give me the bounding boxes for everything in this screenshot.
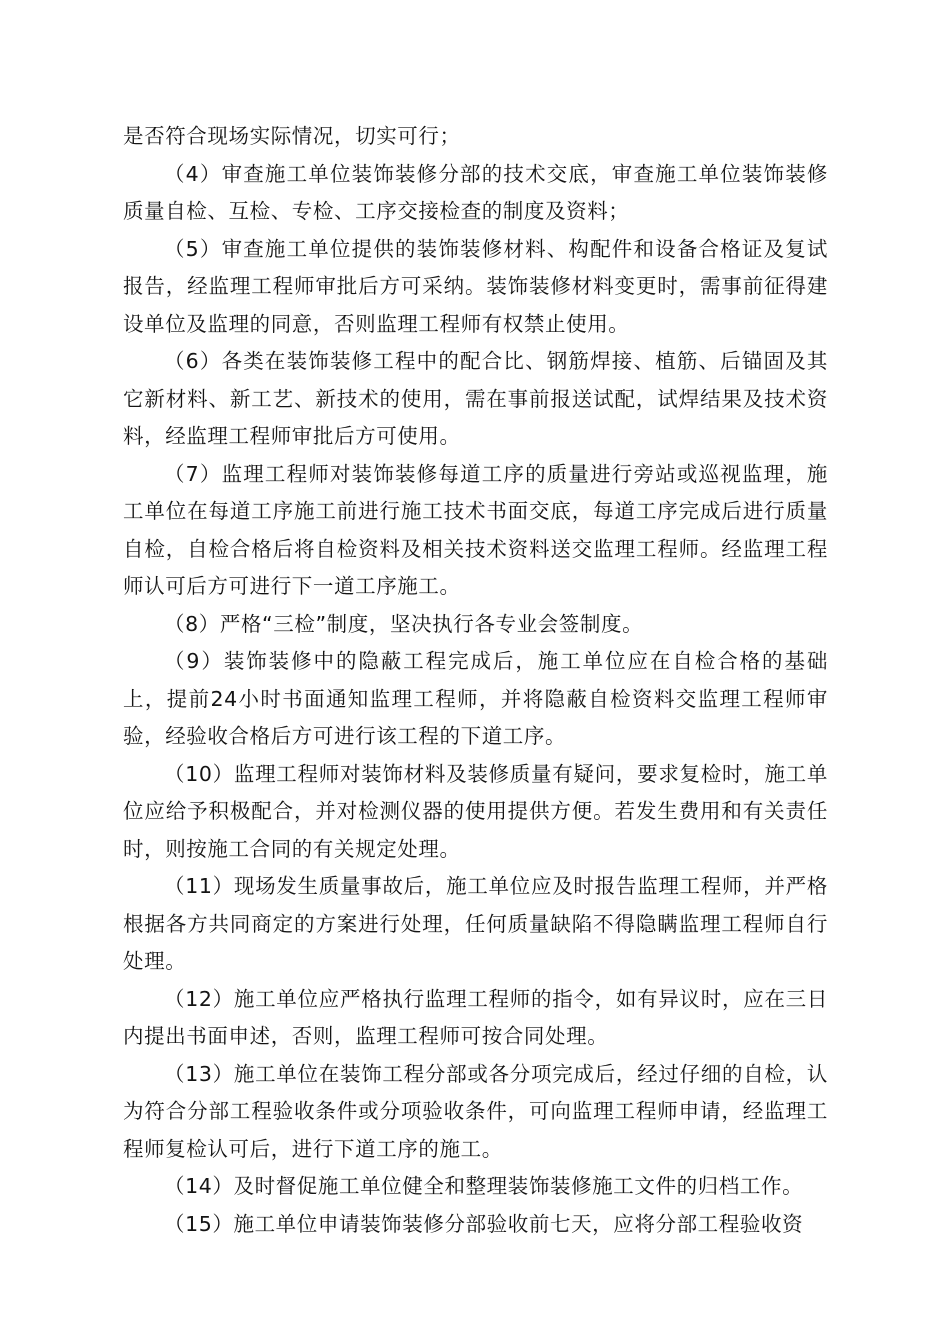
paragraph-item-12: （12）施工单位应严格执行监理工程师的指令，如有异议时，应在三日内提出书面申述，否则，监理工程师可按合同处理。	[123, 986, 828, 1048]
paragraph-item-5: （5）审查施工单位提供的装饰装修材料、构配件和设备合格证及复试报告，经监理工程师审批后方可采纳。装饰装修材料变更时，需事前征得建设单位及监理的同意，否则监理工程师有权禁止使用。	[123, 236, 828, 336]
paragraph-item-8: （8）严格“三检”制度，坚决执行各专业会签制度。	[164, 611, 644, 636]
paragraph-item-7: （7）监理工程师对装饰装修每道工序的质量进行旁站或巡视监理，施工单位在每道工序施工前进行施工技术书面交底，每道工序完成后进行质量自检，自检合格后将自检资料及相关技术资料送交监理工程师。经监理工程师认可后方可进行下一道工序施工。	[123, 461, 828, 598]
paragraph-item-11: （11）现场发生质量事故后，施工单位应及时报告监理工程师，并严格根据各方共同商定的方案进行处理，任何质量缺陷不得隐瞒监理工程师自行处理。	[123, 874, 828, 973]
paragraph-item-13: （13）施工单位在装饰工程分部或各分项完成后，经过仔细的自检，认为符合分部工程验收条件或分项验收条件，可向监理工程师申请，经监理工程师复检认可后，进行下道工序的施工。	[123, 1061, 828, 1161]
document-body	[123, 118, 828, 1243]
paragraph-item-10: （10）监理工程师对装饰材料及装修质量有疑问，要求复检时，施工单位应给予积极配合，并对检测仪器的使用提供方便。若发生费用和有关责任时，则按施工合同的有关规定处理。	[123, 761, 828, 861]
paragraph-continuation: 是否符合现场实际情况，切实可行；	[123, 124, 461, 148]
paragraph-item-15: （15）施工单位申请装饰装修分部验收前七天，应将分部工程验收资	[164, 1211, 804, 1236]
paragraph-item-14: （14）及时督促施工单位健全和整理装饰装修施工文件的归档工作。	[164, 1174, 804, 1198]
paragraph-item-6: （6）各类在装饰装修工程中的配合比、钢筋焊接、植筋、后锚固及其它新材料、新工艺、新技术的使用，需在事前报送试配，试焊结果及技术资料，经监理工程师审批后方可使用。	[123, 349, 828, 448]
paragraph-item-4: （4）审查施工单位装饰装修分部的技术交底，审查施工单位装饰装修质量自检、互检、专检、工序交接检查的制度及资料；	[123, 161, 828, 223]
paragraph-item-9: （9）装饰装修中的隐蔽工程完成后，施工单位应在自检合格的基础上，提前24小时书面通知监理工程师，并将隐蔽自检资料交监理工程师审验，经验收合格后方可进行该工程的下道工序。	[123, 649, 828, 748]
